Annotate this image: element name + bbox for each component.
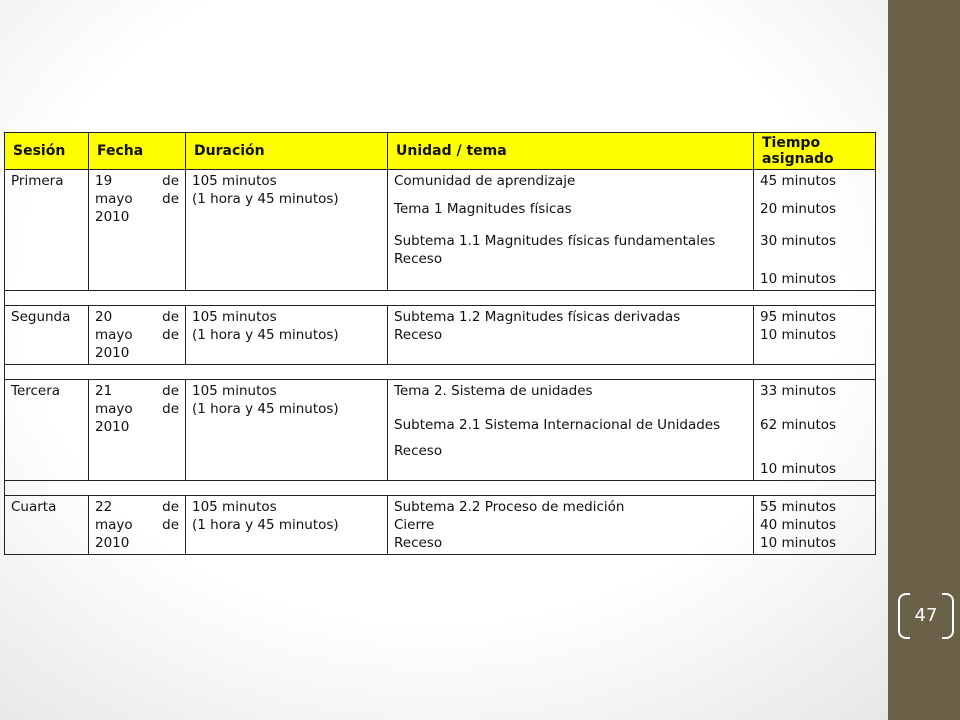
date-de: de bbox=[162, 383, 179, 399]
schedule-table bbox=[4, 132, 876, 555]
session-topics bbox=[388, 380, 754, 481]
topic-item: Subtema 1.1 Magnitudes físicas fundamentales bbox=[394, 233, 716, 249]
date-day: 20 bbox=[95, 309, 113, 325]
date-de: de bbox=[162, 173, 179, 189]
session-date bbox=[89, 496, 186, 555]
session-topics bbox=[388, 170, 754, 291]
session-name: Cuarta bbox=[5, 496, 89, 555]
date-year: 2010 bbox=[95, 419, 130, 435]
topic-item: Subtema 2.2 Proceso de medición bbox=[394, 499, 625, 515]
date-year: 2010 bbox=[95, 535, 130, 551]
spacer-cell bbox=[5, 481, 876, 496]
date-day: 22 bbox=[95, 499, 113, 515]
topic-item: Receso bbox=[394, 327, 443, 343]
date-day: 21 bbox=[95, 383, 113, 399]
topic-item: Comunidad de aprendizaje bbox=[394, 173, 576, 189]
date-de: de bbox=[162, 499, 179, 515]
time-item: 62 minutos bbox=[760, 417, 837, 433]
duration-line2: (1 hora y 45 minutos) bbox=[192, 327, 339, 343]
spacer-cell bbox=[5, 365, 876, 380]
topic-item: Receso bbox=[394, 443, 443, 459]
date-month: mayo bbox=[95, 401, 133, 417]
time-item: 40 minutos bbox=[760, 517, 837, 533]
table-row bbox=[5, 306, 876, 365]
date-month: mayo bbox=[95, 327, 133, 343]
topic-item: Subtema 2.1 Sistema Internacional de Unidades bbox=[394, 417, 721, 433]
bracket-right-icon bbox=[942, 593, 954, 639]
header-tiempo-line2: asignado bbox=[762, 151, 834, 167]
spacer-row bbox=[5, 481, 876, 496]
duration-line1: 105 minutos bbox=[192, 309, 277, 325]
topic-item: Cierre bbox=[394, 517, 435, 533]
header-duracion: Duración bbox=[186, 133, 388, 170]
topic-item: Tema 1 Magnitudes físicas bbox=[394, 201, 572, 217]
spacer-row bbox=[5, 291, 876, 306]
header-fecha: Fecha bbox=[89, 133, 186, 170]
page-number: 47 bbox=[914, 604, 938, 626]
duration-line2: (1 hora y 45 minutos) bbox=[192, 191, 339, 207]
table-row bbox=[5, 496, 876, 555]
duration-line1: 105 minutos bbox=[192, 383, 277, 399]
date-month: mayo bbox=[95, 191, 133, 207]
topic-item: Tema 2. Sistema de unidades bbox=[394, 383, 593, 399]
session-date bbox=[89, 380, 186, 481]
time-item: 30 minutos bbox=[760, 233, 837, 249]
duration-line1: 105 minutos bbox=[192, 173, 277, 189]
session-date bbox=[89, 306, 186, 365]
table-row bbox=[5, 170, 876, 291]
time-item: 95 minutos bbox=[760, 309, 837, 325]
date-de: de bbox=[162, 309, 179, 325]
session-date bbox=[89, 170, 186, 291]
session-duration bbox=[186, 170, 388, 291]
header-row bbox=[5, 133, 876, 170]
session-topics bbox=[388, 306, 754, 365]
date-month: mayo bbox=[95, 517, 133, 533]
time-item: 33 minutos bbox=[760, 383, 837, 399]
topic-item: Subtema 1.2 Magnitudes físicas derivadas bbox=[394, 309, 681, 325]
date-de: de bbox=[162, 517, 179, 533]
schedule-table-wrap bbox=[4, 132, 875, 555]
session-times bbox=[754, 380, 876, 481]
bracket-left-icon bbox=[898, 593, 910, 639]
duration-line2: (1 hora y 45 minutos) bbox=[192, 401, 339, 417]
session-times bbox=[754, 170, 876, 291]
topic-item: Receso bbox=[394, 535, 443, 551]
header-sesion: Sesión bbox=[5, 133, 89, 170]
page-number-badge bbox=[898, 593, 954, 637]
session-name: Tercera bbox=[5, 380, 89, 481]
header-tiempo-line1: Tiempo bbox=[762, 135, 821, 151]
session-name: Segunda bbox=[5, 306, 89, 365]
date-de: de bbox=[162, 327, 179, 343]
date-year: 2010 bbox=[95, 345, 130, 361]
time-item: 10 minutos bbox=[760, 271, 837, 287]
time-item: 20 minutos bbox=[760, 201, 837, 217]
duration-line1: 105 minutos bbox=[192, 499, 277, 515]
date-de: de bbox=[162, 401, 179, 417]
session-times bbox=[754, 306, 876, 365]
date-de: de bbox=[162, 191, 179, 207]
time-item: 45 minutos bbox=[760, 173, 837, 189]
table-row bbox=[5, 380, 876, 481]
session-duration bbox=[186, 306, 388, 365]
header-unidad-tema: Unidad / tema bbox=[388, 133, 754, 170]
spacer-cell bbox=[5, 291, 876, 306]
time-item: 10 minutos bbox=[760, 327, 837, 343]
session-duration bbox=[186, 496, 388, 555]
topic-item: Receso bbox=[394, 251, 443, 267]
header-tiempo bbox=[754, 133, 876, 170]
session-times bbox=[754, 496, 876, 555]
time-item: 55 minutos bbox=[760, 499, 837, 515]
time-item: 10 minutos bbox=[760, 535, 837, 551]
session-name: Primera bbox=[5, 170, 89, 291]
date-day: 19 bbox=[95, 173, 113, 189]
session-duration bbox=[186, 380, 388, 481]
time-item: 10 minutos bbox=[760, 461, 837, 477]
date-year: 2010 bbox=[95, 209, 130, 225]
spacer-row bbox=[5, 365, 876, 380]
duration-line2: (1 hora y 45 minutos) bbox=[192, 517, 339, 533]
session-topics bbox=[388, 496, 754, 555]
